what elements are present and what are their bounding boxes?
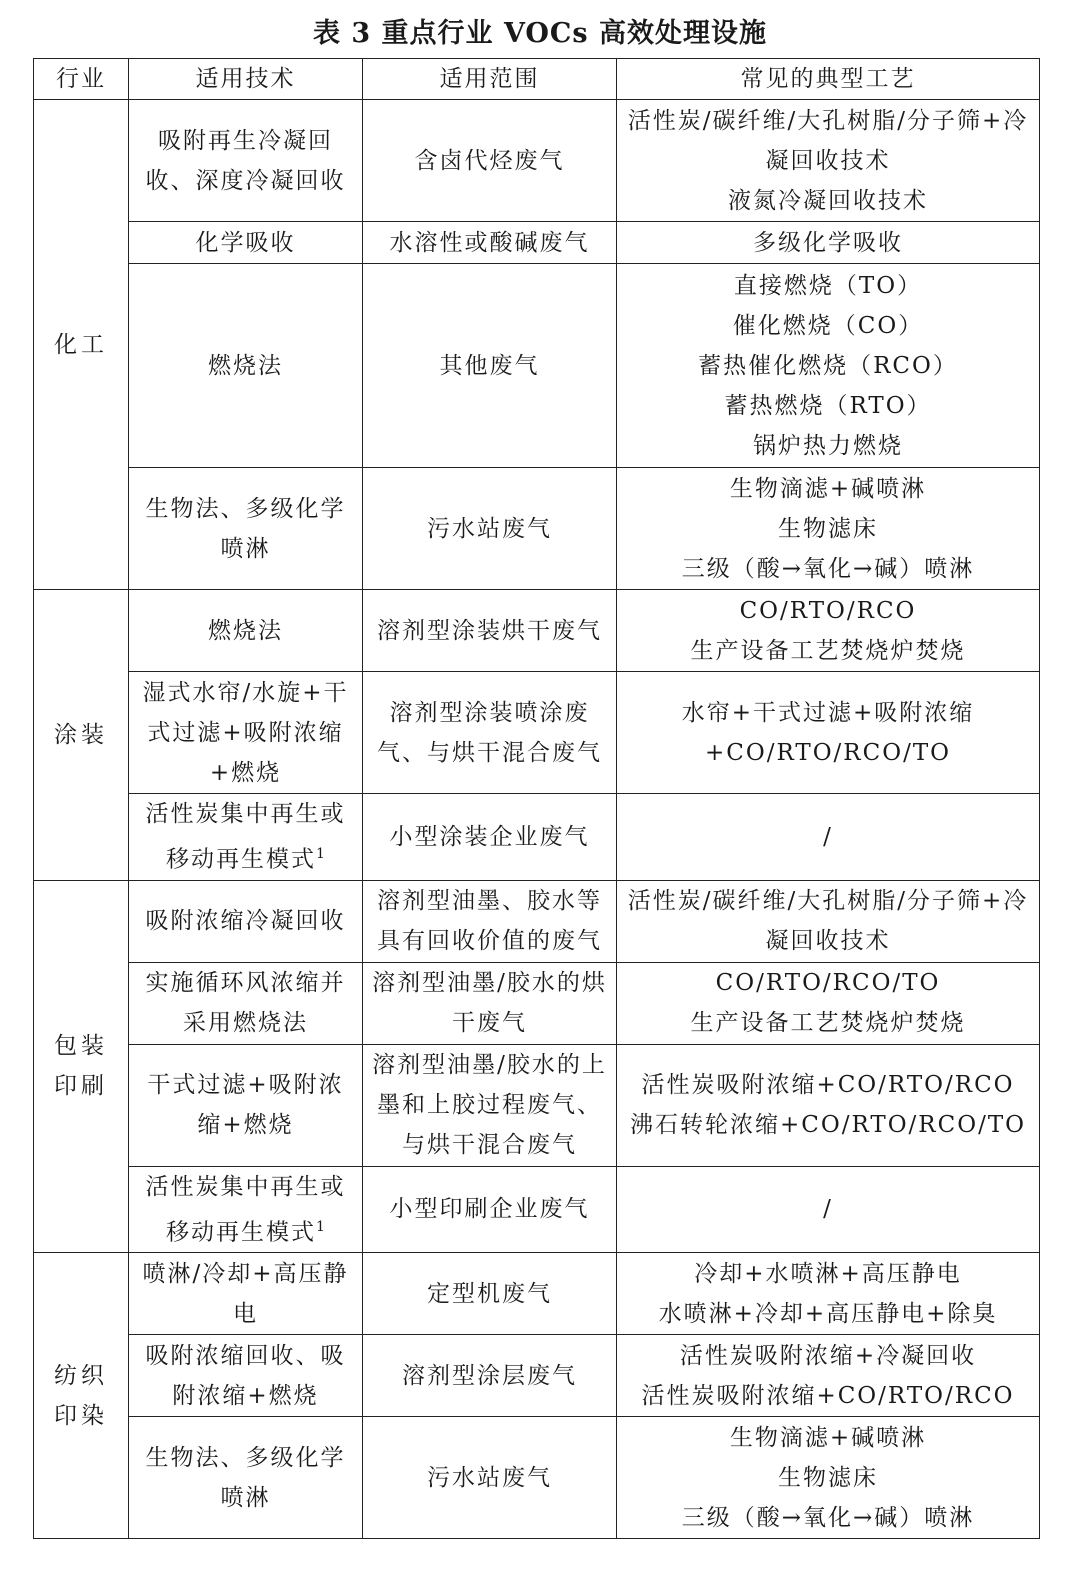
technology-text: 吸附再生冷凝回收、深度冷凝回收 <box>145 127 346 194</box>
technology-text: 生物法、多级化学喷淋 <box>145 1444 346 1511</box>
technology-cell <box>129 672 363 794</box>
scope-cell <box>363 590 617 672</box>
table-row <box>34 1044 1040 1166</box>
process-line: 生物滤床 <box>778 1464 878 1491</box>
scope-cell <box>363 880 617 962</box>
header-technology: 适用技术 <box>129 59 363 100</box>
scope-cell <box>363 264 617 468</box>
table-row <box>34 962 1040 1044</box>
scope-cell <box>363 794 617 881</box>
process-cell <box>617 100 1040 222</box>
industry-label-line: 印染 <box>54 1402 108 1429</box>
process-cell <box>617 880 1040 962</box>
scope-cell <box>363 672 617 794</box>
scope-text: 溶剂型涂装烘干废气 <box>377 617 602 644</box>
process-line: 三级（酸→氧化→碱）喷淋 <box>681 555 975 582</box>
technology-text: 生物法、多级化学喷淋 <box>145 495 346 562</box>
scope-cell <box>363 222 617 264</box>
process-line: 生物滤床 <box>778 515 878 542</box>
process-line: 锅炉热力燃烧 <box>753 432 903 459</box>
table-row <box>34 264 1040 468</box>
scope-cell <box>363 962 617 1044</box>
scope-cell <box>363 100 617 222</box>
process-cell <box>617 222 1040 264</box>
table-title: 表 3 重点行业 VOCs 高效处理设施 <box>312 18 768 49</box>
process-cell <box>617 264 1040 468</box>
process-line: 催化燃烧（CO） <box>732 312 924 339</box>
technology-cell <box>129 880 363 962</box>
process-line: 生物滴滤+碱喷淋 <box>729 1424 927 1451</box>
process-cell <box>617 1417 1040 1539</box>
scope-text: 溶剂型涂装喷涂废气、与烘干混合废气 <box>377 699 602 766</box>
table-row <box>34 590 1040 672</box>
industry-label-line: 包装 <box>54 1033 108 1060</box>
scope-text: 溶剂型油墨、胶水等具有回收价值的废气 <box>377 888 602 955</box>
table-row <box>34 1335 1040 1417</box>
process-cell <box>617 468 1040 590</box>
process-cell <box>617 794 1040 881</box>
scope-text: 其他废气 <box>439 352 540 379</box>
technology-cell <box>129 468 363 590</box>
scope-text: 定型机废气 <box>427 1280 552 1307</box>
technology-cell <box>129 794 363 881</box>
technology-text: 干式过滤+吸附浓缩+燃烧 <box>147 1072 344 1139</box>
technology-cell <box>129 264 363 468</box>
process-cell <box>617 1253 1040 1335</box>
technology-cell <box>129 962 363 1044</box>
scope-cell <box>363 1417 617 1539</box>
process-line: / <box>823 823 833 850</box>
technology-text: 化学吸收 <box>195 229 296 256</box>
process-cell <box>617 672 1040 794</box>
scope-text: 水溶性或酸碱废气 <box>389 229 590 256</box>
scope-text: 含卤代烃废气 <box>414 147 565 174</box>
process-line: 水喷淋+冷却+高压静电+除臭 <box>658 1300 998 1327</box>
table-row <box>34 1166 1040 1253</box>
process-line: CO/RTO/RCO/TO <box>715 970 941 997</box>
process-line: 冷却+水喷淋+高压静电 <box>694 1260 962 1287</box>
header-scope: 适用范围 <box>363 59 617 100</box>
process-cell <box>617 590 1040 672</box>
industry-label: 涂装 <box>54 721 108 748</box>
technology-cell <box>129 100 363 222</box>
technology-text: 吸附浓缩回收、吸附浓缩+燃烧 <box>145 1342 346 1409</box>
scope-text: 污水站废气 <box>427 515 552 542</box>
technology-text: 湿式水帘/水旋+干式过滤+吸附浓缩+燃烧 <box>142 679 349 786</box>
table-row <box>34 100 1040 222</box>
process-line: CO/RTO/RCO <box>739 597 917 624</box>
process-line: 直接燃烧（TO） <box>733 272 923 299</box>
header-process: 常见的典型工艺 <box>617 59 1040 100</box>
scope-text: 小型印刷企业废气 <box>389 1196 590 1223</box>
technology-text: 活性炭集中再生或移动再生模式 <box>145 1173 346 1246</box>
process-line: 沸石转轮浓缩+CO/RTO/RCO/TO <box>629 1112 1027 1139</box>
process-cell <box>617 1166 1040 1253</box>
technology-cell <box>129 1335 363 1417</box>
voc-treatment-table <box>33 58 1040 1539</box>
table-row <box>34 1253 1040 1335</box>
process-line: 多级化学吸收 <box>753 229 903 256</box>
table-body <box>34 100 1040 1539</box>
technology-cell <box>129 590 363 672</box>
scope-text: 溶剂型油墨/胶水的烘干废气 <box>372 970 607 1037</box>
scope-cell <box>363 1166 617 1253</box>
footnote-marker: 1 <box>316 1218 325 1235</box>
process-cell <box>617 1335 1040 1417</box>
scope-text: 溶剂型涂层废气 <box>402 1362 577 1389</box>
process-line: 水帘+干式过滤+吸附浓缩 <box>681 699 975 726</box>
scope-cell <box>363 1253 617 1335</box>
technology-cell <box>129 1417 363 1539</box>
process-line: / <box>823 1196 833 1223</box>
technology-cell <box>129 1166 363 1253</box>
process-line: 活性炭/碳纤维/大孔树脂/分子筛+冷凝回收技术 <box>627 888 1029 955</box>
table-header-row <box>34 59 1040 100</box>
process-line: 活性炭吸附浓缩+CO/RTO/RCO <box>641 1072 1015 1099</box>
process-cell <box>617 962 1040 1044</box>
process-line: +CO/RTO/RCO/TO <box>704 739 952 766</box>
scope-cell <box>363 1044 617 1166</box>
process-line: 生物滴滤+碱喷淋 <box>729 475 927 502</box>
table-row <box>34 672 1040 794</box>
industry-cell <box>34 590 129 881</box>
technology-cell <box>129 1253 363 1335</box>
industry-label-line: 印刷 <box>54 1073 108 1100</box>
scope-text: 污水站废气 <box>427 1464 552 1491</box>
technology-text: 实施循环风浓缩并采用燃烧法 <box>145 970 346 1037</box>
technology-text: 燃烧法 <box>208 352 283 379</box>
process-line: 生产设备工艺焚烧炉焚烧 <box>690 637 966 664</box>
technology-cell <box>129 222 363 264</box>
industry-label: 化工 <box>54 331 108 358</box>
industry-label-line: 纺织 <box>54 1362 108 1389</box>
process-line: 蓄热催化燃烧（RCO） <box>698 352 958 379</box>
process-line: 生产设备工艺焚烧炉焚烧 <box>690 1010 966 1037</box>
table-row <box>34 794 1040 881</box>
industry-cell <box>34 880 129 1253</box>
process-line: 蓄热燃烧（RTO） <box>724 392 932 419</box>
technology-text: 活性炭集中再生或移动再生模式 <box>145 801 346 873</box>
scope-cell <box>363 468 617 590</box>
process-line: 活性炭/碳纤维/大孔树脂/分子筛+冷凝回收技术 <box>627 107 1029 174</box>
footnote-marker: 1 <box>316 846 325 862</box>
table-row <box>34 468 1040 590</box>
scope-cell <box>363 1335 617 1417</box>
process-line: 三级（酸→氧化→碱）喷淋 <box>681 1504 975 1531</box>
table-row <box>34 880 1040 962</box>
technology-text: 燃烧法 <box>208 617 283 644</box>
table-row <box>34 1417 1040 1539</box>
process-line: 活性炭吸附浓缩+冷凝回收 <box>679 1342 977 1369</box>
technology-cell <box>129 1044 363 1166</box>
technology-text: 喷淋/冷却+高压静电 <box>142 1260 349 1327</box>
scope-text: 溶剂型油墨/胶水的上墨和上胶过程废气、与烘干混合废气 <box>372 1052 607 1159</box>
scope-text: 小型涂装企业废气 <box>389 823 590 850</box>
table-row <box>34 222 1040 264</box>
process-line: 液氮冷凝回收技术 <box>728 187 928 214</box>
header-industry: 行业 <box>34 59 129 100</box>
technology-text: 吸附浓缩冷凝回收 <box>145 908 346 935</box>
process-line: 活性炭吸附浓缩+CO/RTO/RCO <box>641 1382 1015 1409</box>
process-cell <box>617 1044 1040 1166</box>
industry-cell <box>34 1253 129 1539</box>
industry-cell <box>34 100 129 590</box>
